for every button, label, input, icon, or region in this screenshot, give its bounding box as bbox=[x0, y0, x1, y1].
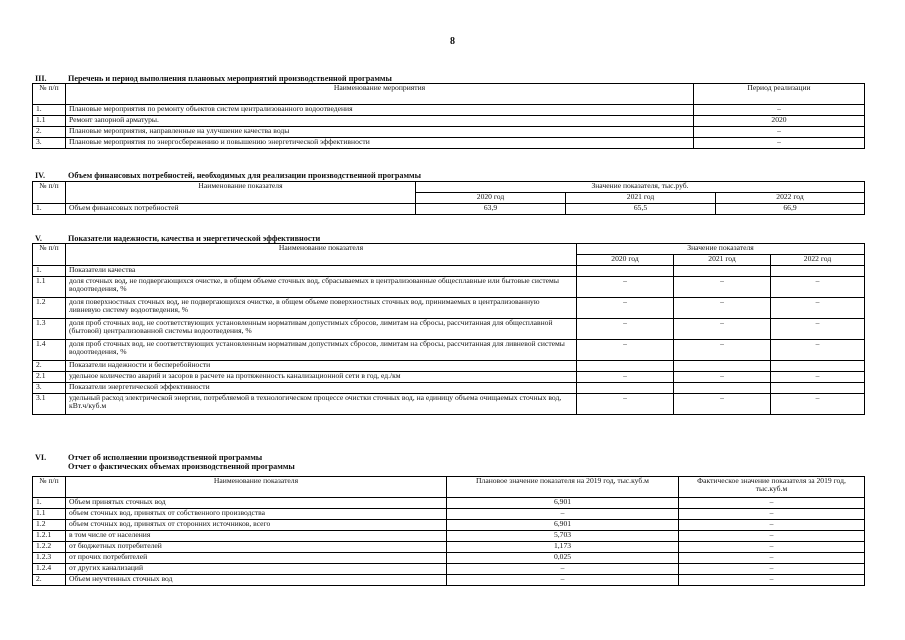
row-value-2020: – bbox=[577, 394, 674, 415]
section6-table bbox=[32, 476, 865, 586]
section6-heading bbox=[35, 453, 295, 471]
row-num: 2. bbox=[33, 127, 66, 138]
table-row bbox=[33, 394, 865, 415]
row-value-2021: 65,5 bbox=[566, 204, 716, 215]
section3-table bbox=[32, 83, 865, 149]
table-row bbox=[33, 553, 865, 564]
table-row bbox=[33, 340, 865, 361]
row-value-2021 bbox=[674, 266, 771, 277]
table-row bbox=[33, 138, 865, 149]
row-value-2020: – bbox=[577, 372, 674, 383]
table-row bbox=[33, 498, 865, 509]
row-period: – bbox=[694, 127, 865, 138]
row-value-2020 bbox=[577, 266, 674, 277]
row-value-2021 bbox=[674, 383, 771, 394]
row-num: 1. bbox=[33, 498, 66, 509]
row-num: 2.1 bbox=[33, 372, 66, 383]
section5-header-row bbox=[33, 244, 865, 255]
section6-header-name: Наименование показателя bbox=[66, 477, 447, 498]
row-num: 1.2 bbox=[33, 520, 66, 531]
row-name: Ремонт запорной арматуры. bbox=[66, 116, 694, 127]
table-row bbox=[33, 520, 865, 531]
row-value-2021: – bbox=[674, 319, 771, 340]
row-value-2020: – bbox=[577, 319, 674, 340]
section5-table bbox=[32, 243, 865, 415]
row-value-2022 bbox=[771, 266, 865, 277]
row-fact: – bbox=[679, 542, 865, 553]
section3-title: Перечень и период выполнения плановых мероприятий производственной программы bbox=[68, 74, 392, 83]
row-fact: – bbox=[679, 553, 865, 564]
row-name: доля сточных вод, не подвергающихся очистке, в общем объеме сточных вод, сбрасываемых в централизованные общесплавные или бытовые системы водоотведения, % bbox=[66, 277, 577, 298]
section3-header-period: Период реализации bbox=[694, 84, 865, 105]
section6-header-row bbox=[33, 477, 865, 498]
row-name: в том числе от населения bbox=[66, 531, 447, 542]
row-num: 1.2 bbox=[33, 298, 66, 319]
row-name: от прочих потребителей bbox=[66, 553, 447, 564]
row-value-2020: – bbox=[577, 298, 674, 319]
table-row bbox=[33, 575, 865, 586]
table-row bbox=[33, 116, 865, 127]
section4-year-2021: 2021 год bbox=[566, 193, 716, 204]
section5-header-value: Значение показателя bbox=[577, 244, 865, 255]
row-value-2022: 66,9 bbox=[716, 204, 865, 215]
row-name: доля проб сточных вод, не соответствующих установленным нормативам допустимых сбросов, лимитам на сбросы, рассчитанная для общесплавной (бытовой) централизованной системы водоотведения, % bbox=[66, 319, 577, 340]
row-num: 1.2.2 bbox=[33, 542, 66, 553]
row-name: от других канализаций bbox=[66, 564, 447, 575]
section5-year-2022: 2022 год bbox=[771, 255, 865, 266]
row-plan: 6,901 bbox=[447, 498, 679, 509]
table-row bbox=[33, 564, 865, 575]
section4-heading bbox=[35, 171, 421, 180]
row-num: 1.4 bbox=[33, 340, 66, 361]
row-num: 1. bbox=[33, 266, 66, 277]
row-value-2020: – bbox=[577, 277, 674, 298]
table-row bbox=[33, 277, 865, 298]
row-plan: – bbox=[447, 575, 679, 586]
section6-subtitle: Отчет о фактических объемах производственной программы bbox=[68, 462, 295, 471]
row-name: Плановые мероприятия, направленные на улучшение качества воды bbox=[66, 127, 694, 138]
row-name: от бюджетных потребителей bbox=[66, 542, 447, 553]
row-value-2021: – bbox=[674, 277, 771, 298]
section5-header-num: № п/п bbox=[33, 244, 66, 266]
row-name: Показатели надежности и бесперебойности bbox=[66, 361, 577, 372]
row-name: Плановые мероприятия по энергосбережению и повышению энергетической эффективности bbox=[66, 138, 694, 149]
row-plan: 5,703 bbox=[447, 531, 679, 542]
row-fact: – bbox=[679, 564, 865, 575]
section6-header-fact: Фактическое значение показателя за 2019 год, тыс.куб.м bbox=[679, 477, 865, 498]
row-plan: 6,901 bbox=[447, 520, 679, 531]
table-row bbox=[33, 509, 865, 520]
row-name: доля проб сточных вод, не соответствующих установленным нормативам допустимых сбросов, лимитам на сбросы, рассчитанная для ливневой системы водоотведения, % bbox=[66, 340, 577, 361]
row-num: 1.2.4 bbox=[33, 564, 66, 575]
section5-year-2021: 2021 год bbox=[674, 255, 771, 266]
row-value-2022: – bbox=[771, 277, 865, 298]
row-name: Объем принятых сточных вод bbox=[66, 498, 447, 509]
table-row bbox=[33, 127, 865, 138]
row-name: Показатели качества bbox=[66, 266, 577, 277]
table-row bbox=[33, 204, 865, 215]
table-row bbox=[33, 372, 865, 383]
row-num: 1.2.1 bbox=[33, 531, 66, 542]
row-name: доля поверхностных сточных вод, не подвергающихся очистке, в общем объеме поверхностных сточных вод, принимаемых в централизованную ливневую систему водоотведения, % bbox=[66, 298, 577, 319]
section4-number: IV. bbox=[35, 171, 46, 180]
row-plan: – bbox=[447, 509, 679, 520]
row-num: 1. bbox=[33, 105, 66, 116]
row-name: удельный расход электрической энергии, потребляемой в технологическом процессе очистки сточных вод, на единицу объема очищаемых сточных вод, кВт.ч/куб.м bbox=[66, 394, 577, 415]
row-name: объем сточных вод, принятых от сторонних источников, всего bbox=[66, 520, 447, 531]
row-name: Показатели энергетической эффективности bbox=[66, 383, 577, 394]
row-value-2022 bbox=[771, 383, 865, 394]
section6-header-num: № п/п bbox=[33, 477, 66, 498]
section4-header-row bbox=[33, 182, 865, 193]
row-value-2020 bbox=[577, 361, 674, 372]
row-name: Объем неучтенных сточных вод bbox=[66, 575, 447, 586]
row-fact: – bbox=[679, 531, 865, 542]
section4-year-2022: 2022 год bbox=[716, 193, 865, 204]
row-period: – bbox=[694, 105, 865, 116]
section4-table bbox=[32, 181, 865, 215]
row-value-2022: – bbox=[771, 394, 865, 415]
table-row bbox=[33, 266, 865, 277]
section4-header-value: Значение показателя, тыс.руб. bbox=[416, 182, 865, 193]
section4-header-name: Наименование показателя bbox=[66, 182, 416, 204]
row-value-2021: – bbox=[674, 340, 771, 361]
row-name: Плановые мероприятия по ремонту объектов систем централизованного водоотведения bbox=[66, 105, 694, 116]
row-num: 1.3 bbox=[33, 319, 66, 340]
row-plan: 1,173 bbox=[447, 542, 679, 553]
section5-header-name: Наименование показателя bbox=[66, 244, 577, 266]
section4-title: Объем финансовых потребностей, необходимых для реализации производственной программы bbox=[68, 171, 422, 180]
row-fact: – bbox=[679, 575, 865, 586]
page-number: 8 bbox=[450, 36, 455, 47]
row-num: 3.1 bbox=[33, 394, 66, 415]
section5-heading bbox=[35, 234, 320, 243]
row-value-2021 bbox=[674, 361, 771, 372]
table-row bbox=[33, 542, 865, 553]
row-name: удельное количество аварий и засоров в расчете на протяженность канализационной сети в год, ед./км bbox=[66, 372, 577, 383]
row-value-2022 bbox=[771, 361, 865, 372]
row-num: 2. bbox=[33, 575, 66, 586]
row-value-2021: – bbox=[674, 298, 771, 319]
row-num: 3. bbox=[33, 138, 66, 149]
row-num: 1.1 bbox=[33, 509, 66, 520]
row-name: Объем финансовых потребностей bbox=[66, 204, 416, 215]
section5-title: Показатели надежности, качества и энергетической эффективности bbox=[68, 234, 321, 243]
row-value-2020 bbox=[577, 383, 674, 394]
table-row bbox=[33, 383, 865, 394]
row-value-2022: – bbox=[771, 372, 865, 383]
section6-number: VI. bbox=[35, 453, 47, 462]
row-value-2020: – bbox=[577, 340, 674, 361]
row-plan: – bbox=[447, 564, 679, 575]
row-num: 3. bbox=[33, 383, 66, 394]
row-value-2022: – bbox=[771, 319, 865, 340]
section3-number: III. bbox=[35, 74, 47, 83]
section4-header-num: № п/п bbox=[33, 182, 66, 204]
row-num: 1.1 bbox=[33, 277, 66, 298]
section6-header-plan: Плановое значение показателя на 2019 год, тыс.куб.м bbox=[447, 477, 679, 498]
section3-header-row bbox=[33, 84, 865, 105]
row-value-2022: – bbox=[771, 340, 865, 361]
row-period: – bbox=[694, 138, 865, 149]
table-row bbox=[33, 319, 865, 340]
row-value-2021: – bbox=[674, 394, 771, 415]
row-num: 1.1 bbox=[33, 116, 66, 127]
row-num: 2. bbox=[33, 361, 66, 372]
section5-number: V. bbox=[35, 234, 42, 243]
section3-header-num: № п/п bbox=[33, 84, 66, 105]
row-num: 1. bbox=[33, 204, 66, 215]
row-fact: – bbox=[679, 520, 865, 531]
section3-heading bbox=[35, 74, 392, 83]
row-value-2021: – bbox=[674, 372, 771, 383]
section6-title: Отчет об исполнении производственной программы bbox=[68, 453, 263, 462]
row-value-2020: 63,9 bbox=[416, 204, 566, 215]
row-period: 2020 bbox=[694, 116, 865, 127]
row-num: 1.2.3 bbox=[33, 553, 66, 564]
table-row bbox=[33, 531, 865, 542]
table-row bbox=[33, 105, 865, 116]
row-fact: – bbox=[679, 509, 865, 520]
row-fact: – bbox=[679, 498, 865, 509]
section5-year-2020: 2020 год bbox=[577, 255, 674, 266]
table-row bbox=[33, 361, 865, 372]
row-name: объем сточных вод, принятых от собственного производства bbox=[66, 509, 447, 520]
row-value-2022: – bbox=[771, 298, 865, 319]
table-row bbox=[33, 298, 865, 319]
row-plan: 0,025 bbox=[447, 553, 679, 564]
section4-year-2020: 2020 год bbox=[416, 193, 566, 204]
section3-header-name: Наименование мероприятия bbox=[66, 84, 694, 105]
